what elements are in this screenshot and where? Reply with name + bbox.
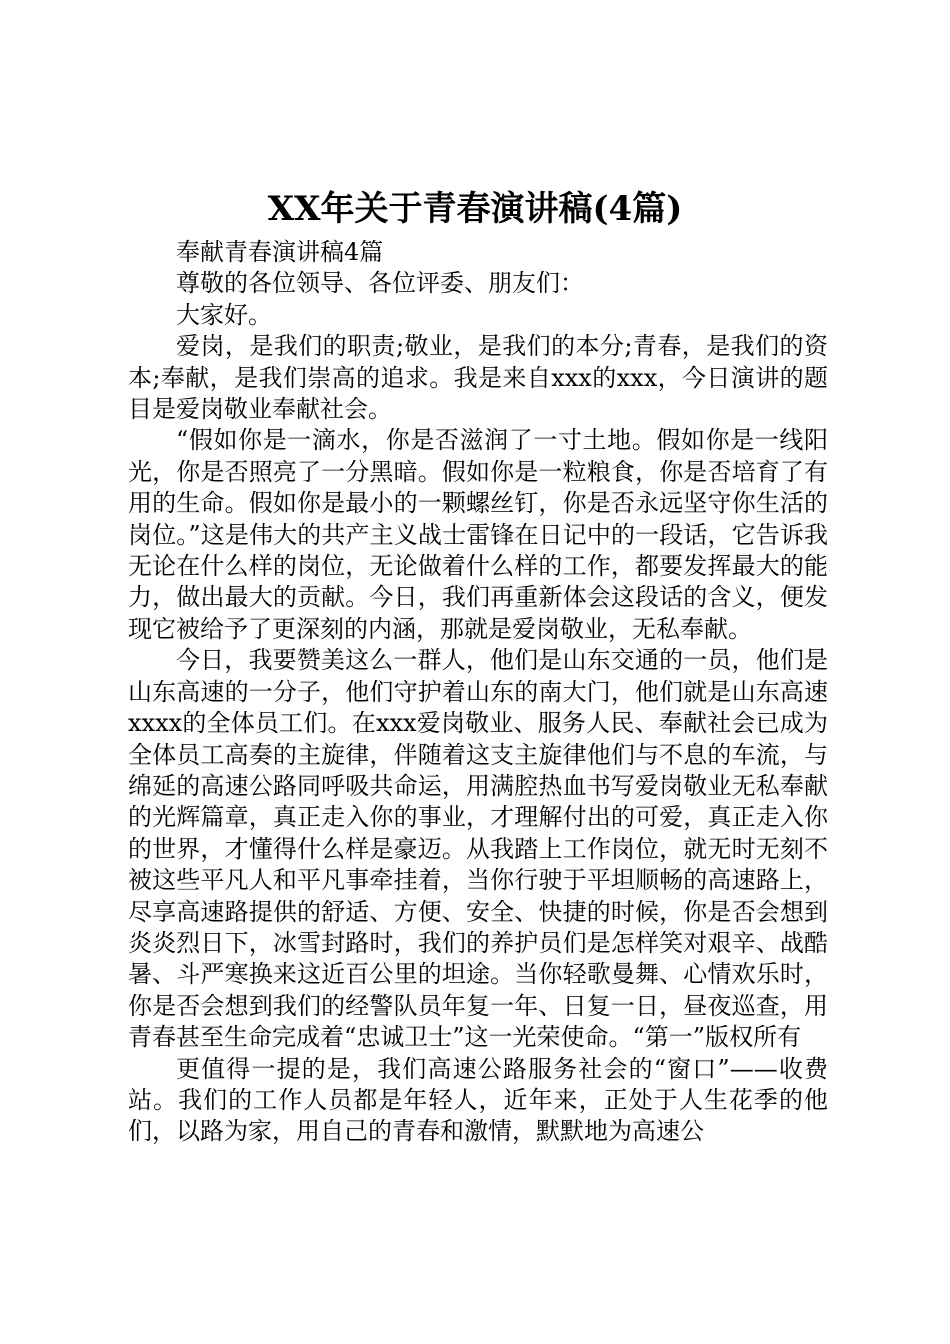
paragraph-salutation: 尊敬的各位领导、各位评委、朋友们： xyxy=(176,269,584,298)
paragraph-greeting: 大家好。 xyxy=(176,300,272,329)
paragraph: 更值得一提的是，我们高速公路服务社会的“窗口”——收费站。我们的工作人员都是年轻人，近年来，正处于人生花季的他们，以路为家，用自己的青春和激情，默默地为高速公 xyxy=(128,1054,828,1146)
paragraph-subtitle: 奉献青春演讲稿4篇 xyxy=(176,238,384,266)
document-title: XX年关于青春演讲稿(4篇) xyxy=(267,189,683,229)
document-body xyxy=(128,237,828,1148)
paragraph: 今日，我要赞美这么一群人，他们是山东交通的一员，他们是山东高速的一分子，他们守护着山东的南大门，他们就是山东高速xxxx的全体员工们。在xxx爱岗敬业、服务人民、奉献社会已成为全体员工高奏的主旋律，伴随着这支主旋律他们与不息的车流，与绵延的高速公路同呼吸共命运，用满腔热血书写爱岗敬业无私奉献的光辉篇章，真正走入你的事业，才理解付出的可爱，真正走入你的世界，才懂得什么样是豪迈。从我踏上工作岗位，就无时无刻不被这些平凡人和平凡事牵挂着，当你行驶于平坦顺畅的高速路上，尽享高速路提供的舒适、方便、安全、快捷的时候，你是否会想到炎炎烈日下，冰雪封路时，我们的养护员们是怎样笑对艰辛、战酷暑、斗严寒换来这近百公里的坦途。当你轻歌曼舞、心情欢乐时，你是否会想到我们的经警队员年复一年、日复一日，昼夜巡查，用青春甚至生命完成着“忠诚卫士”这一光荣使命。“第一”版权所有 xyxy=(128,646,828,1052)
paragraph: “假如你是一滴水，你是否滋润了一寸土地。假如你是一线阳光，你是否照亮了一分黑暗。假如你是一粒粮食，你是否培育了有用的生命。假如你是最小的一颗螺丝钉，你是否永远坚守你生活的岗位。”这是伟大的共产主义战士雷锋在日记中的一段话，它告诉我无论在什么样的岗位，无论做着什么样的工作，都要发挥最大的能力，做出最大的贡献。今日，我们再重新体会这段话的含义，便发现它被给予了更深刻的内涵，那就是爱岗敬业，无私奉献。 xyxy=(128,426,828,643)
paragraph: 爱岗，是我们的职责;敬业，是我们的本分;青春，是我们的资本;奉献，是我们崇高的追求。我是来自xxx的xxx，今日演讲的题目是爱岗敬业奉献社会。 xyxy=(128,332,828,424)
